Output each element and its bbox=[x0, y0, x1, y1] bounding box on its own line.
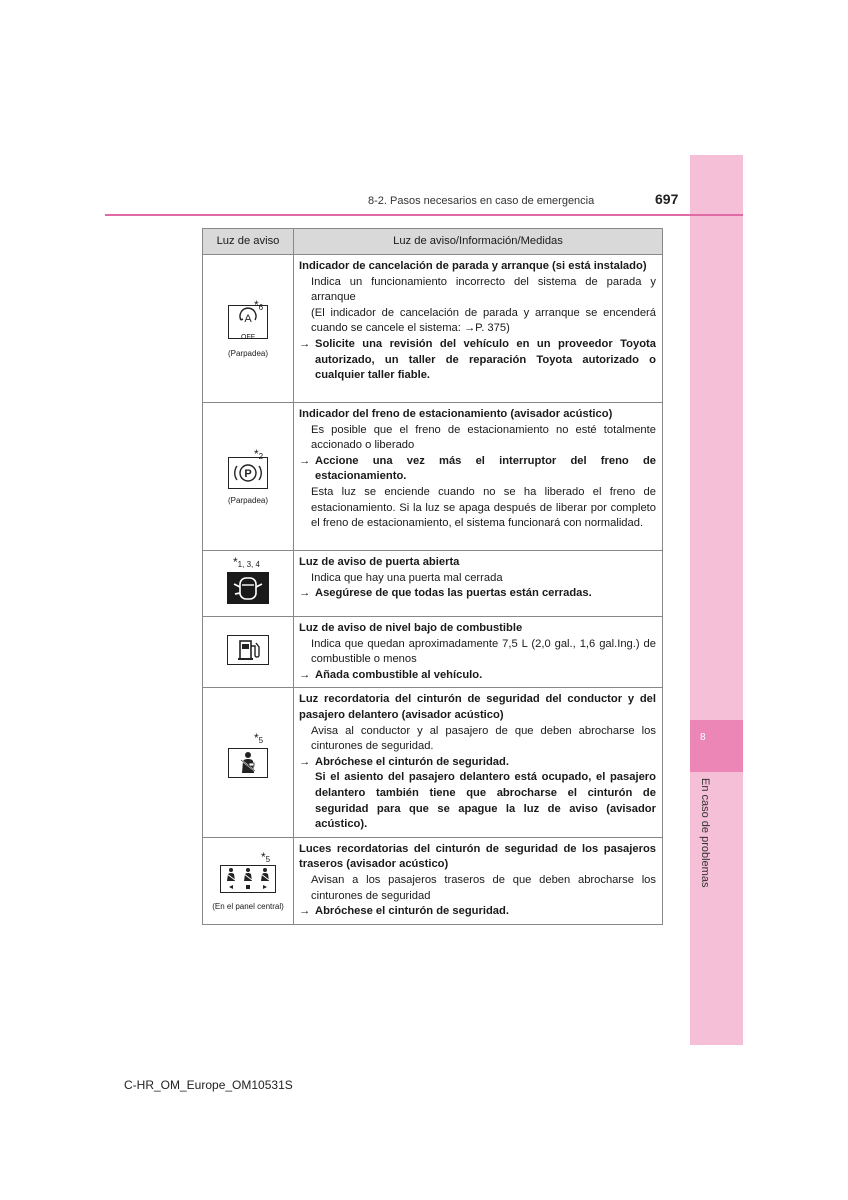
seatbelt-icon bbox=[228, 748, 268, 778]
chapter-number-tab bbox=[690, 720, 743, 772]
light-desc-2: (El indicador de cancelación de parada y arranque se encenderá cuando se cancele el sistema: →P. 375) bbox=[311, 306, 656, 335]
icon-cell bbox=[203, 551, 294, 617]
warning-lights-table bbox=[202, 228, 663, 925]
table-header-row bbox=[203, 229, 663, 255]
section-title: 8-2. Pasos necesarios en caso de emergencia bbox=[368, 195, 595, 207]
footnote-star: $*_2$ bbox=[254, 447, 264, 461]
icon-cell bbox=[203, 688, 294, 837]
fuel-icon bbox=[227, 635, 269, 665]
light-desc: Indica que hay una puerta mal cerrada bbox=[311, 571, 503, 584]
arrow-icon: → bbox=[299, 454, 311, 467]
icon-caption: (Parpadea) bbox=[227, 349, 269, 359]
icon-cell bbox=[203, 255, 294, 403]
action-text: → Asegúrese de que todas las puertas están cerradas. bbox=[299, 586, 656, 602]
chapter-number: 8 bbox=[700, 732, 706, 743]
action-text: → Accione una vez más el interruptor del freno de estacionamiento. bbox=[299, 454, 656, 483]
light-desc: Indica un funcionamiento incorrecto del sistema de parada y arranque bbox=[311, 275, 656, 304]
chapter-label: En caso de problemas bbox=[699, 778, 711, 888]
light-title: Luz de aviso de nivel bajo de combustible bbox=[299, 622, 523, 634]
side-tab bbox=[690, 155, 743, 1045]
col-header-light: Luz de aviso bbox=[203, 229, 294, 255]
light-desc: Avisan a los pasajeros traseros de que deben abrocharse los cinturones de seguridad bbox=[311, 873, 656, 902]
info-cell bbox=[294, 551, 663, 617]
table-row bbox=[203, 255, 663, 403]
table-row bbox=[203, 551, 663, 617]
table-row bbox=[203, 403, 663, 551]
light-desc: Indica que quedan aproximadamente 7,5 L (2,0 gal., 1,6 gal.Ing.) de combustible o menos bbox=[311, 637, 656, 666]
light-title: Luz de aviso de puerta abierta bbox=[299, 556, 460, 568]
info-cell bbox=[294, 837, 663, 924]
light-desc-2: Esta luz se enciende cuando no se ha liberado el freno de estacionamiento. Si la luz se apaga después de liberar por completo el freno de estacionamiento, el sistema funcionará con normalidad. bbox=[311, 485, 656, 530]
action-text-2: Si el asiento del pasajero delantero está ocupado, el pasajero delantero también tiene que abrocharse el cinturón de seguridad para que se apague la luz de aviso (avisador acústico). bbox=[315, 771, 656, 831]
rear-seatbelt-icon bbox=[220, 865, 276, 893]
icon-off-label: OFF bbox=[241, 333, 255, 341]
info-cell bbox=[294, 688, 663, 837]
action-text: → Añada combustible al vehículo. bbox=[299, 668, 656, 684]
document-code: C-HR_OM_Europe_OM10531S bbox=[124, 1078, 293, 1092]
light-title: Indicador de cancelación de parada y arranque (si está instalado) bbox=[299, 260, 647, 272]
page-number: 697 bbox=[655, 191, 679, 207]
header-rule bbox=[105, 214, 743, 216]
footnote-star: $*_5$ bbox=[254, 731, 264, 746]
light-desc: Es posible que el freno de estacionamiento no esté totalmente accionado o liberado bbox=[311, 423, 656, 452]
footnote-star: $*_{1, 3, 4}$ bbox=[233, 555, 260, 569]
table-row bbox=[203, 837, 663, 924]
info-cell bbox=[294, 403, 663, 551]
light-title: Luz recordatoria del cinturón de seguridad del conductor y del pasajero delantero (avisador acústico) bbox=[299, 693, 656, 721]
footnote-star: $*_5$ bbox=[261, 849, 271, 864]
info-cell bbox=[294, 617, 663, 688]
action-text: → Abróchese el cinturón de seguridad. bbox=[299, 755, 656, 771]
table-row bbox=[203, 688, 663, 837]
col-header-info: Luz de aviso/Información/Medidas bbox=[294, 229, 663, 255]
footnote-star: $*_6$ bbox=[254, 298, 264, 312]
icon-caption: (Parpadea) bbox=[227, 495, 269, 505]
table-row bbox=[203, 617, 663, 688]
info-cell bbox=[294, 255, 663, 403]
arrow-icon: → bbox=[299, 905, 311, 918]
arrow-icon: → bbox=[299, 587, 311, 600]
door-open-icon bbox=[227, 572, 269, 604]
light-desc: Avisa al conductor y al pasajero de que deben abrocharse los cinturones de seguridad. bbox=[311, 724, 656, 753]
icon-cell bbox=[203, 837, 294, 924]
arrow-icon: → bbox=[299, 337, 311, 350]
action-text: → Solicite una revisión del vehículo en un proveedor Toyota autorizado, un taller de reparación Toyota autorizado o cualquier taller fiable. bbox=[299, 337, 656, 382]
light-title: Luces recordatorias del cinturón de seguridad de los pasajeros traseros (avisador acústico) bbox=[299, 842, 656, 871]
arrow-icon: → bbox=[299, 668, 311, 681]
svg-text:P: P bbox=[244, 467, 252, 480]
arrow-icon: → bbox=[299, 755, 311, 768]
action-text: → Abróchese el cinturón de seguridad. bbox=[299, 904, 656, 920]
icon-caption: (En el panel central) bbox=[212, 902, 284, 912]
icon-cell bbox=[203, 403, 294, 551]
svg-text:A: A bbox=[244, 313, 252, 326]
icon-cell bbox=[203, 617, 294, 688]
light-title: Indicador del freno de estacionamiento (avisador acústico) bbox=[299, 408, 613, 420]
